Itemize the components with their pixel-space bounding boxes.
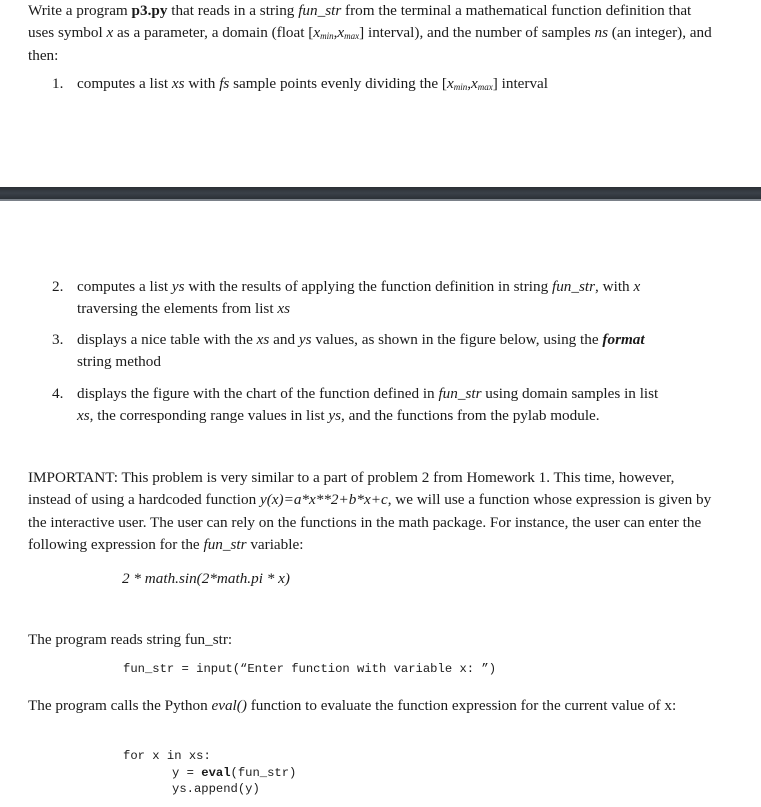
var-fun-str: fun_str — [551, 278, 596, 295]
reads-paragraph: The program reads string fun_str: — [28, 631, 233, 648]
intro-text: from the terminal a mathematical function definition that uses symbol — [28, 2, 692, 42]
intro-text: that reads in a string — [167, 2, 299, 19]
example-expression: 2 * math.sin(2*math.pi * x) — [122, 570, 290, 587]
step-text: sample points evenly dividing the [ — [229, 75, 447, 92]
step-text: values, as shown in the figure below, using the — [311, 331, 603, 348]
code-text: ) — [488, 662, 497, 676]
intro-text: ] interval), and the number of samples — [359, 24, 595, 42]
page-divider-line — [0, 199, 761, 201]
var-xs: xs — [277, 300, 290, 318]
xmin-var: x — [446, 75, 454, 92]
xmin-subscript: min — [320, 31, 334, 42]
code-text: y = — [172, 766, 202, 780]
step-text: using domain samples in list — [481, 385, 659, 402]
var-xs: xs — [77, 407, 90, 425]
var-fun-str: fun_str — [203, 536, 247, 554]
calls-paragraph — [28, 695, 718, 717]
step-text: with the results of applying the function definition in string — [184, 278, 552, 295]
step-text: , — [467, 75, 472, 92]
code-append-line: ys.append(y) — [172, 782, 260, 796]
intro-text: as a parameter, a domain (float [ — [113, 24, 314, 42]
code-input-line — [123, 661, 496, 678]
step-text: displays the figure with the chart of the function defined in — [77, 385, 439, 402]
calls-text: The program calls the Python — [28, 697, 212, 714]
intro-text: (an integer), and then: — [28, 24, 712, 64]
step-text: ] interval — [492, 75, 549, 92]
program-name: p3.py — [131, 2, 168, 19]
code-eval-keyword: eval — [201, 766, 231, 780]
var-ys: ys — [328, 407, 342, 425]
step-text: traversing the elements from list — [77, 300, 278, 318]
step-text: computes a list — [77, 75, 172, 92]
code-eval-line — [172, 765, 296, 782]
list-number: 3. — [52, 331, 64, 348]
list-number: 2. — [52, 278, 64, 295]
code-text: fun_str = input( — [123, 662, 241, 676]
important-paragraph — [28, 467, 718, 557]
important-text: IMPORTANT: This problem is very similar to a part of problem 2 from Homework 1. This time, however, instead of using a hardcoded function — [28, 469, 675, 509]
step-text: , the corresponding range values in list — [89, 407, 329, 425]
page-divider — [0, 187, 761, 199]
step-text: , with — [595, 278, 634, 295]
step-text: computes a list — [77, 278, 172, 295]
xmin-var: x — [313, 24, 321, 42]
var-x: x — [633, 278, 641, 295]
intro-text: Write a program — [28, 2, 132, 19]
xmax-var: x — [471, 75, 478, 92]
xmax-subscript: max — [344, 31, 360, 42]
list-number: 4. — [52, 385, 64, 402]
var-fs: fs — [219, 75, 230, 92]
var-ys: ys — [171, 278, 185, 295]
intro-paragraph — [28, 0, 718, 67]
format-keyword: format — [602, 331, 645, 348]
code-string: “Enter function with variable x: ” — [240, 662, 489, 676]
code-for-line: for x in xs: — [123, 749, 211, 763]
xmax-var: x — [337, 24, 345, 42]
var-ns: ns — [594, 24, 608, 42]
var-xs: xs — [256, 331, 270, 348]
eval-function: eval() — [211, 697, 247, 714]
step-text: displays a nice table with the — [77, 331, 257, 348]
step-text: and — [269, 331, 299, 348]
intro-text: , — [333, 24, 338, 42]
step-text: string method — [77, 353, 161, 371]
var-ys: ys — [298, 331, 312, 348]
var-fun-str: fun_str — [438, 385, 482, 402]
step-text: with — [184, 75, 220, 92]
xmax-subscript: max — [477, 82, 493, 92]
xmin-subscript: min — [453, 82, 468, 92]
var-xs: xs — [171, 75, 185, 92]
calls-text: function to evaluate the function expression for the current value of x: — [246, 697, 677, 714]
var-fun-str: fun_str — [298, 2, 342, 19]
important-text: , we will use a function whose expression is given by the interactive user. The user can rely on the functions in the math package. For instance, the user can enter the following expression for the — [28, 491, 712, 554]
important-text: variable: — [246, 536, 304, 554]
list-number: 1. — [52, 75, 64, 92]
var-x: x — [106, 24, 114, 42]
code-text: (fun_str) — [230, 766, 297, 780]
step-text: , and the functions from the pylab module. — [341, 407, 600, 425]
hardcoded-expression: y(x)=a*x**2+b*x+c — [259, 491, 388, 509]
